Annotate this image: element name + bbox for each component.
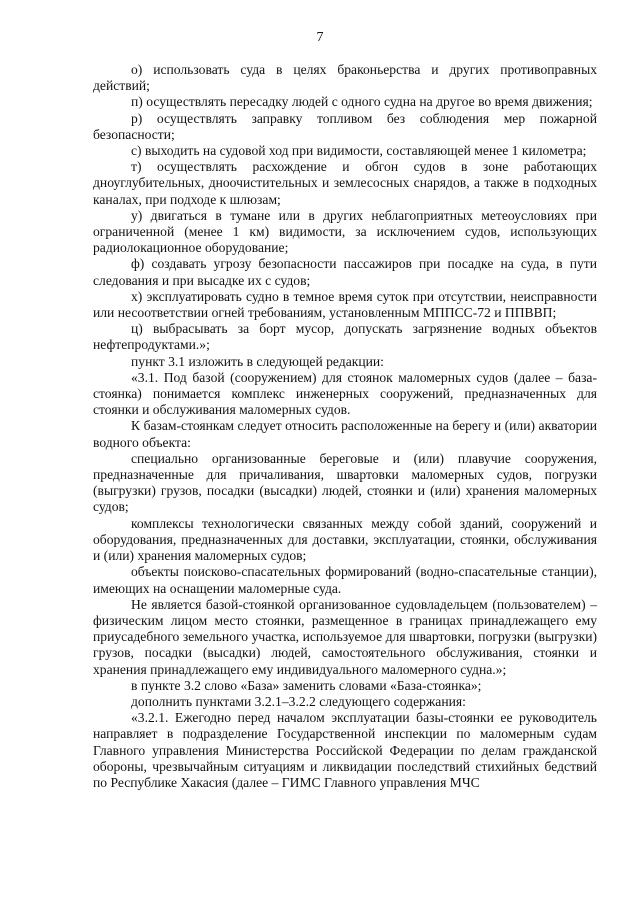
paragraph-bases-list-intro: К базам-стоянкам следует относить расположенные на берегу и (или) акватории водного объекта: [93, 418, 597, 450]
paragraph-add-3-2-1: дополнить пунктами 3.2.1–3.2.2 следующего содержания: [131, 693, 466, 709]
paragraph-item-f: ф) создавать угрозу безопасности пассажиров при посадке на суда, в пути следования и при высадке их с судов; [93, 256, 597, 288]
paragraph-item-o: о) использовать суда в целях браконьерства и других противоправных действий; [93, 62, 597, 94]
paragraph-exclusion: Не является базой-стоянкой организованное судовладельцем (пользователем) – физическим лицом место стоянки, размещенное в границах принадлежащего ему приусадебного земельного участка, используемое для швартовки, погрузки (выгрузки) грузов, посадки (высадки) людей, самостоятельного обслуживания, стоянки и хранения принадлежащего ему индивидуального маломерного судна.»; [93, 596, 597, 677]
paragraph-item-kh: х) эксплуатировать судно в темное время суток при отсутствии, неисправности или несоответствии огней требованиям, установленным МППСС-72 и ППВВП; [93, 288, 597, 321]
page-number: 7 [316, 30, 324, 45]
paragraph-item-s: с) выходить на судовой ход при видимости, составляющей менее 1 километра; [131, 143, 587, 159]
paragraph-item-ts: ц) выбрасывать за борт мусор, допускать загрязнение водных объектов нефтепродуктами.»; [93, 321, 597, 353]
paragraph-item-u: у) двигаться в тумане или в других неблагоприятных метеоусловиях при ограниченной (менее 1 км) видимости, за исключением судов, использующих радиолокационное оборудование; [93, 207, 597, 256]
paragraph-amend-3-1: пункт 3.1 изложить в следующей редакции: [131, 353, 384, 369]
paragraph-amend-3-2: в пункте 3.2 слово «База» заменить словами «База-стоянка»; [131, 677, 482, 693]
paragraph-clause-3-2-1: «3.2.1. Ежегодно перед началом эксплуатации базы-стоянки ее руководитель направляет в подразделение Государственной инспекции по маломерным судам Главного управления Министерства Российской Федерации по делам гражданской обороны, чрезвычайным ситуациям и ликвидации последствий стихийных бедствий по Республике Хакасия (далее – ГИМС Главного управления МЧС [93, 710, 597, 790]
paragraph-bases-list-3: объекты поисково-спасательных формирований (водно-спасательные станции), имеющих на оснащении маломерные суда. [93, 564, 597, 596]
document-body [93, 62, 597, 791]
paragraph-clause-3-1: «3.1. Под базой (сооружением) для стоянок маломерных судов (далее – база-стоянка) понимается комплекс инженерных сооружений, предназначенных для стоянки и обслуживания маломерных судов. [93, 369, 597, 418]
paragraph-bases-list-1: специально организованные береговые и (или) плавучие сооружения, предназначенные для причаливания, швартовки маломерных судов, погрузки (выгрузки) грузов, посадки (высадки) людей, стоянки и (или) хранения маломерных судов; [93, 450, 597, 515]
paragraph-item-t: т) осуществлять расхождение и обгон судов в зоне работающих дноуглубительных, дноочистительных и землесосных снарядов, а также в подходных каналах, при подходе к шлюзам; [93, 159, 597, 207]
paragraph-item-r: р) осуществлять заправку топливом без соблюдения мер пожарной безопасности; [93, 110, 597, 142]
paragraph-bases-list-2: комплексы технологически связанных между собой зданий, сооружений и оборудования, предназначенных для доставки, эксплуатации, стоянки, обслуживания и (или) хранения маломерных судов; [93, 515, 597, 564]
paragraph-item-p: п) осуществлять пересадку людей с одного судна на другое во время движения; [131, 94, 593, 110]
